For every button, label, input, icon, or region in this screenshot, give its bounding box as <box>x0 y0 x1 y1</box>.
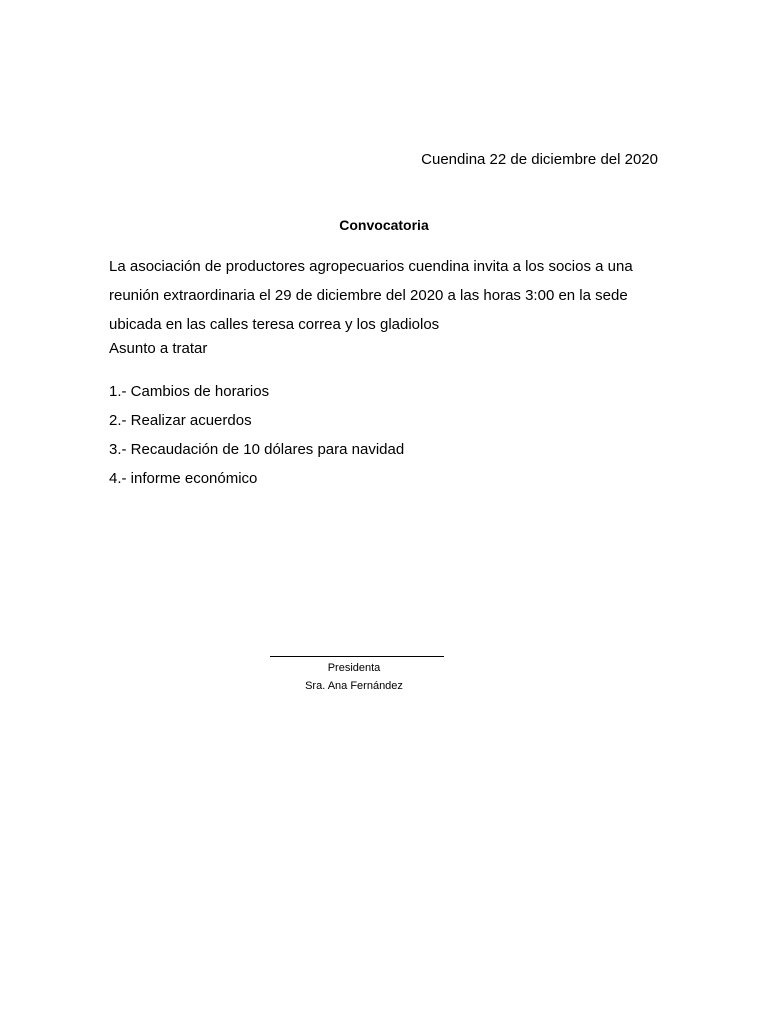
agenda-item: 3.- Recaudación de 10 dólares para navidad <box>109 441 405 458</box>
signatory-name: Sra. Ana Fernández <box>305 680 403 692</box>
body-line: reunión extraordinaria el 29 de diciembre del 2020 a las horas 3:00 en la sede <box>109 287 628 304</box>
body-line: La asociación de productores agropecuarios cuendina invita a los socios a una <box>109 258 633 275</box>
signatory-role: Presidenta <box>327 662 381 674</box>
agenda-item: 4.- informe económico <box>109 470 258 487</box>
agenda-item: 2.- Realizar acuerdos <box>109 412 252 429</box>
signature-line <box>270 656 444 657</box>
body-paragraph <box>109 252 669 339</box>
signature-block <box>254 659 454 695</box>
document-title: Convocatoria <box>339 217 429 233</box>
agenda-list <box>109 377 404 493</box>
date-line: Cuendina 22 de diciembre del 2020 <box>421 151 658 168</box>
body-line: ubicada en las calles teresa correa y los gladiolos <box>109 316 440 333</box>
agenda-item: 1.- Cambios de horarios <box>109 383 270 400</box>
subject-heading: Asunto a tratar <box>109 340 208 357</box>
